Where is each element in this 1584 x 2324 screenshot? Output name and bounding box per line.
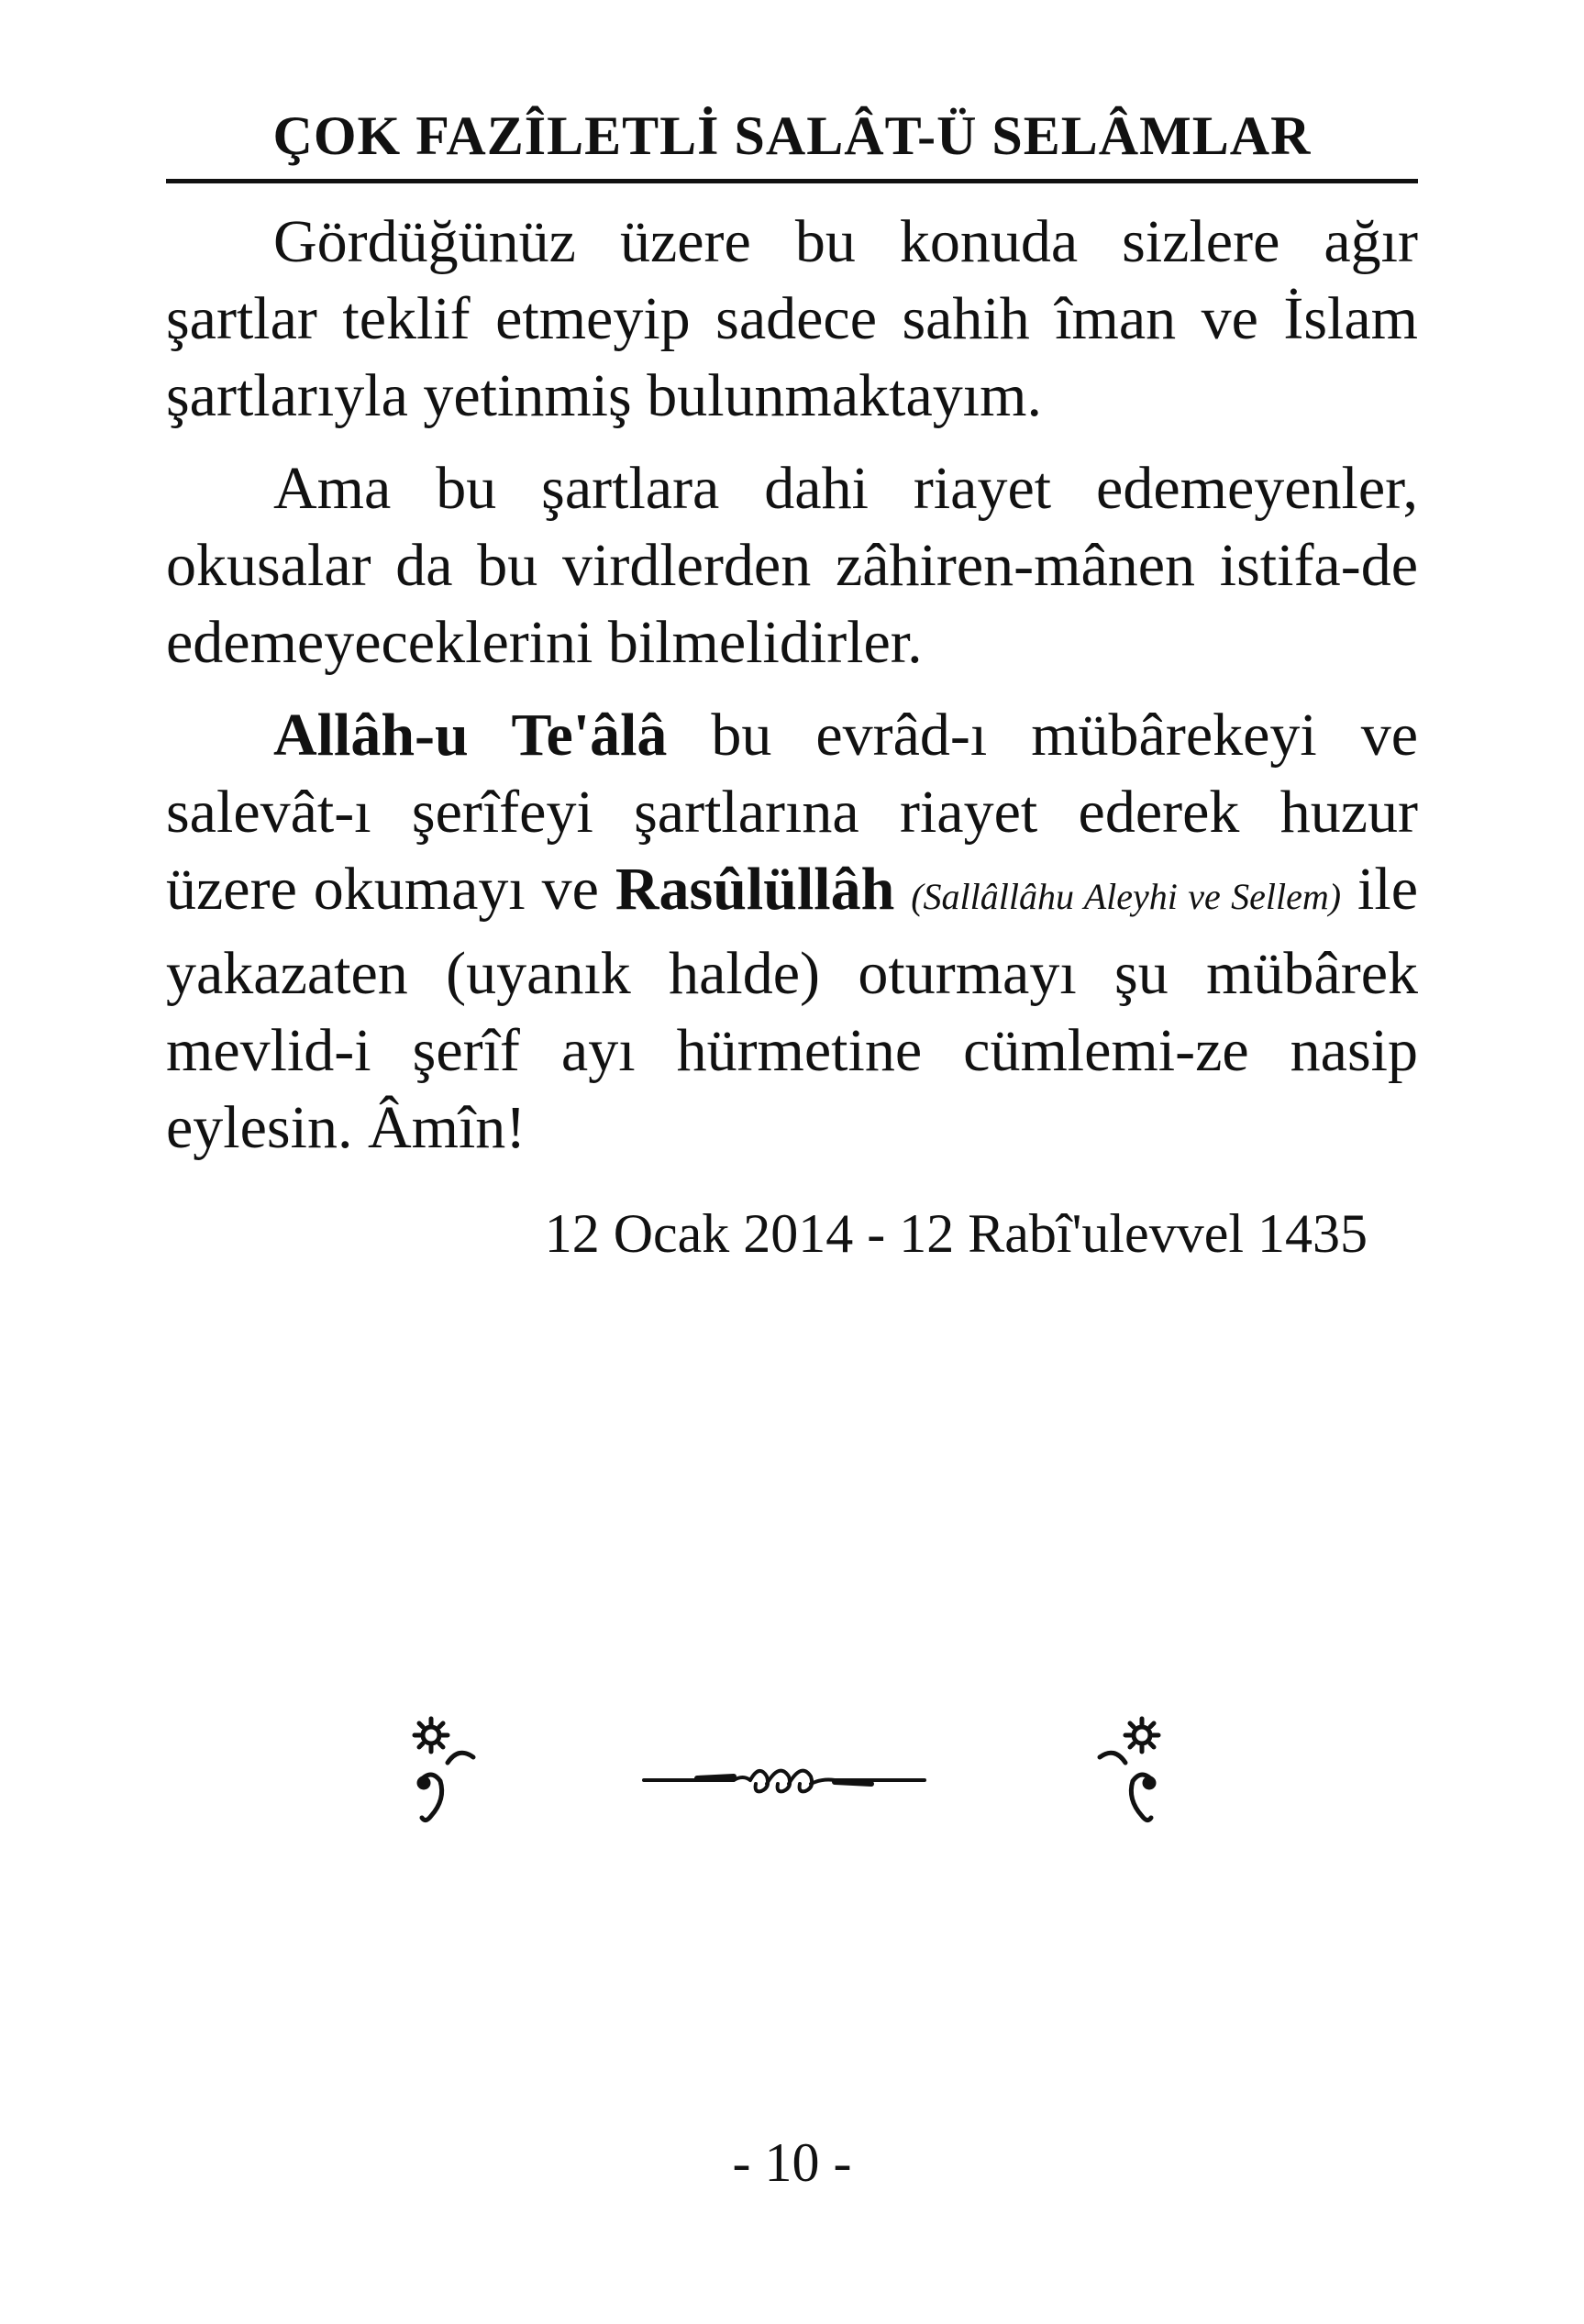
header-divider-line: [166, 179, 1418, 183]
honorific-phrase: (Sallâllâhu Aleyhi ve Sellem): [911, 876, 1342, 917]
paragraph-3: [166, 697, 1418, 1167]
paragraph-1: Gördüğünüz üzere bu konuda sizlere ağır şartlar teklif etmeyip sadece sahih îman ve İslam şartlarıyla yetinmiş bulunmaktayım.: [166, 208, 1418, 429]
paragraph-2: Ama bu şartlara dahi riayet edemeyenler, okusalar da bu virdlerden zâhiren-mânen istifa-de edemeyeceklerini bilmelidirler.: [166, 455, 1418, 676]
body-text: [166, 204, 1418, 1182]
page-header-title: ÇOK FAZÎLETLİ SALÂT-Ü SELÂMLAR: [272, 105, 1312, 166]
allah-name: Allâh-u Te'âlâ: [273, 702, 668, 769]
page-number: - 10 -: [732, 2132, 852, 2193]
paragraph-3-text-1: bu evrâd-ı mübârekeyi ve salevât-ı şerîfeyi şartlarına riayet ederek huzur üzere okumayı ve: [166, 702, 1418, 923]
flower-swirl-left-icon: [404, 1715, 504, 1834]
rasulullah-name: Rasûlüllâh: [615, 856, 895, 923]
flower-swirl-right-icon: [1069, 1715, 1169, 1834]
paragraph-3-text-2: ile yakazaten (uyanık halde) oturmayı şu mübârek mevlid-i şerîf ayı hürmetine cümlemi-ze nasip eylesin. Âmîn!: [166, 856, 1418, 1161]
scroll-divider-icon: [642, 1756, 926, 1802]
date-line: 12 Ocak 2014 - 12 Rabî'ulevvel 1435: [544, 1203, 1368, 1264]
ornament-row: [0, 1715, 1584, 1843]
